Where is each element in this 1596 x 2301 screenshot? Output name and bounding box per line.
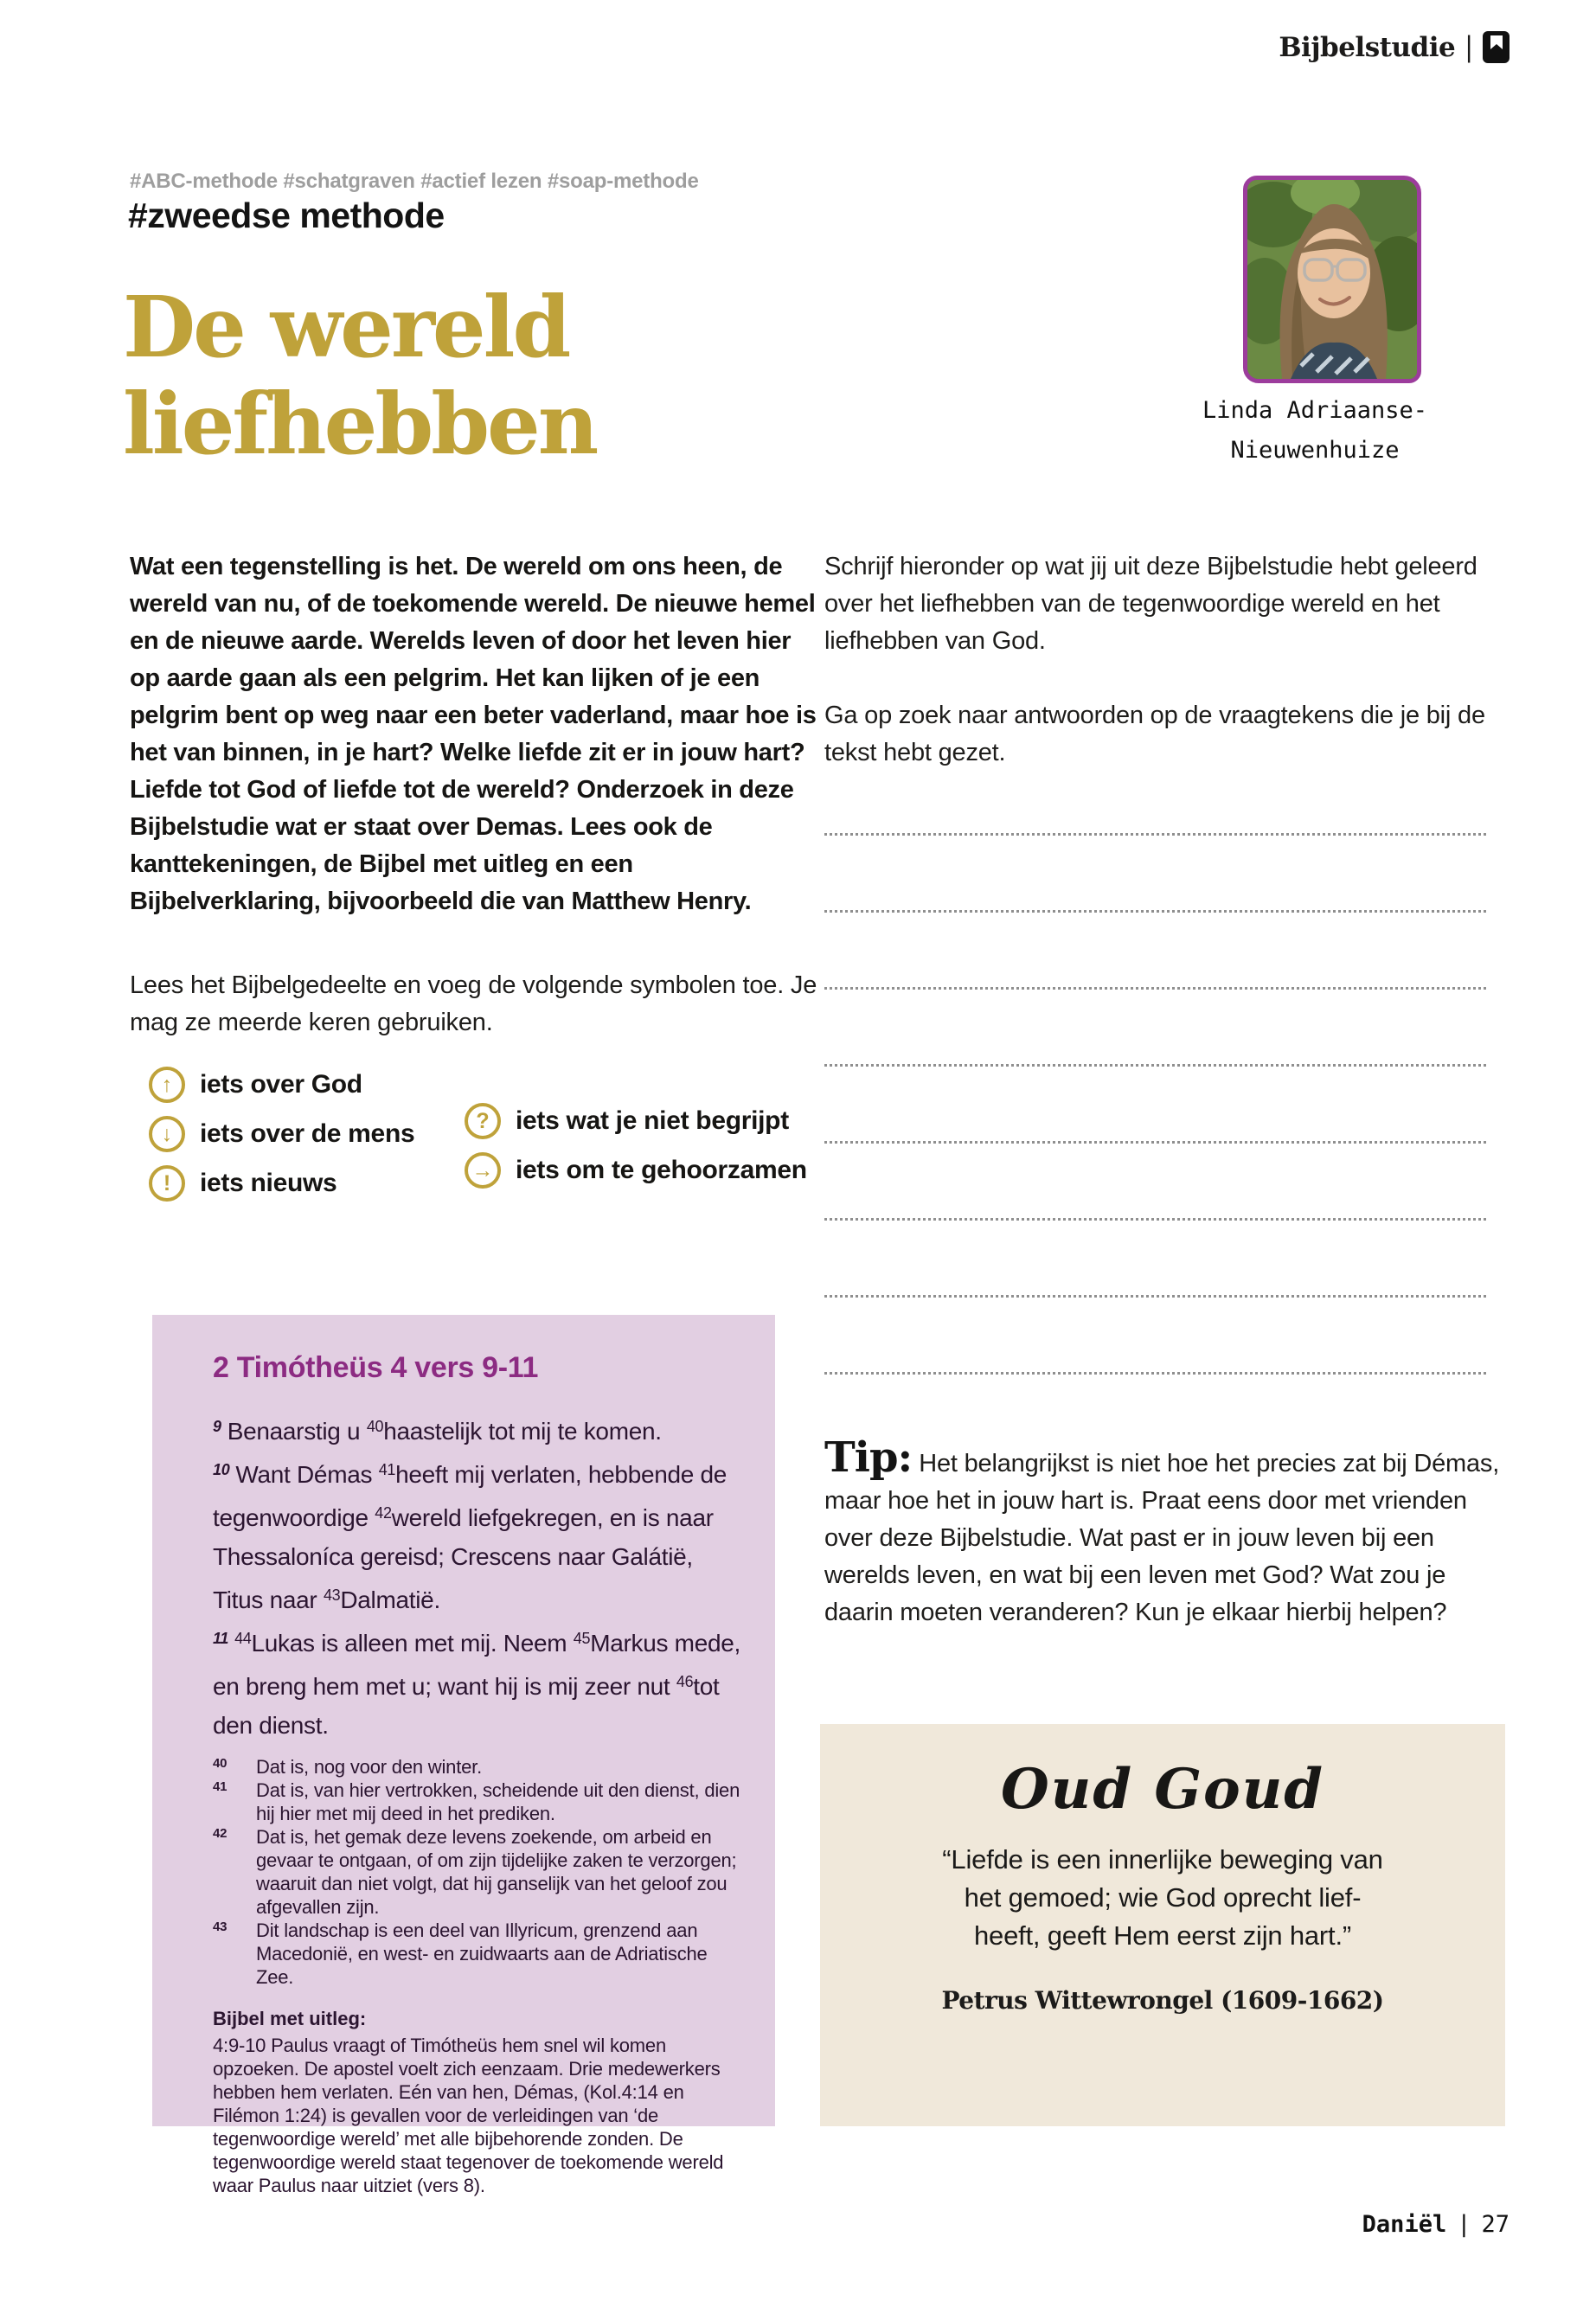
arrow-down-icon: ↓ (149, 1116, 185, 1152)
footnote-text: Dat is, van hier vertrokken, scheidende uit den dienst, dien hij hier met mij deed in het prediken. (256, 1779, 740, 1824)
footnote (213, 1825, 745, 1919)
author-name-line-1: Linda Adriaanse- (1202, 397, 1428, 424)
symbol-label: iets wat je niet begrijpt (516, 1106, 789, 1135)
writing-line (824, 990, 1486, 1067)
hashtags-secondary: #ABC-methode #schatgraven #actief lezen #soap-methode (130, 170, 699, 193)
footnote-text: Dit landschap is een deel van Illyricum, grenzend aan Macedonië, en west- en zuidwaarts aan de Adriatische Zee. (256, 1920, 708, 1988)
quote-line: heeft, geeft Hem eerst zijn hart.” (973, 1920, 1351, 1951)
symbol-legend-item (149, 1067, 414, 1103)
bible-explain-heading: Bijbel met uitleg: (213, 2008, 367, 2029)
footnote (213, 1779, 745, 1825)
bookmark-icon (1483, 31, 1509, 63)
footnote-reference: 43 (323, 1586, 341, 1604)
header-separator: | (1465, 29, 1472, 63)
writing-line (824, 759, 1486, 836)
footnote-text: Dat is, het gemak deze levens zoekende, om arbeid en gevaar te ontgaan, of om zijn tijdelijke zaken te verzorgen; waaruit dan niet volgt, dat hij ganselijk van het geloof zou afgevallen zijn. (256, 1826, 737, 1918)
footnote-reference: 46 (676, 1673, 694, 1690)
tip-paragraph (824, 1433, 1508, 1631)
tip-text: Het belangrijkst is niet hoe het precies zat bij Démas, maar hoe het in jouw hart is. Praat eens door met vrienden over deze Bijbelstudie. Wat past er in jouw leven bij een werelds leven, en wat bij een leven met God? Wat zou je daarin moeten veranderen? Kun je elkaar hierbij helpen? (824, 1450, 1500, 1626)
scripture-heading: 2 Timótheüs 4 vers 9-11 (213, 1351, 539, 1384)
symbols-instruction: Lees het Bijbelgedeelte en voeg de volgende symbolen toe. Je mag ze meerde keren gebruiken. (130, 971, 817, 1036)
author-photo (1243, 176, 1421, 383)
symbol-legend-item (465, 1152, 807, 1189)
symbol-label: iets om te gehoorzamen (516, 1156, 807, 1184)
scripture-box (152, 1315, 775, 2196)
write-prompt: Schrijf hieronder op wat jij uit deze Bijbelstudie hebt geleerd over het liefhebben van de tegenwoordige wereld en het liefhebben van God. (824, 553, 1477, 655)
page-footer (1362, 2211, 1509, 2238)
footnote-number: 42 (213, 1826, 228, 1841)
footnote-number: 40 (213, 1756, 228, 1771)
arrow-up-icon: ↑ (149, 1067, 185, 1103)
bible-verse: $^{11}$ $^{44}$Lukas is alleen met mij. Neem $^{45}$Markus mede, en breng hem met u; want hij is mij zeer nut $^{46}$tot den dienst. (213, 1630, 740, 1739)
scripture-verses (213, 1407, 745, 1745)
author-name (1168, 391, 1462, 471)
page-number: 27 (1481, 2211, 1509, 2238)
symbol-legend-item (465, 1103, 807, 1139)
footnote-reference: 44 (234, 1630, 252, 1647)
footnote-text: Dat is, nog voor den winter. (256, 1756, 482, 1778)
writing-lines (824, 759, 1486, 1375)
footnote-number: 41 (213, 1779, 228, 1794)
bible-explain-text: 4:9-10 Paulus vraagt of Timótheüs hem snel wil komen opzoeken. De apostel voelt zich eenzaam. Drie medewerkers hebben hem verlaten. Eén van hen, Démas, (Kol.4:14 en Filémon 1:24) is gevallen voor de verleidingen van ‘de tegenwoordige wereld’ met alle bijbehorende zonden. De tegenwoordige wereld staat tegenover de toekomende wereld waar Paulus naar uitziet (vers 8). (213, 2035, 724, 2196)
footnote-number: 43 (213, 1920, 228, 1934)
verse-number: 10 (213, 1461, 230, 1478)
arrow-right-icon: → (465, 1152, 501, 1189)
quote-line: “Liefde is een innerlijke beweging van (942, 1844, 1383, 1875)
symbol-label: iets over God (200, 1070, 362, 1099)
page-title (123, 279, 596, 472)
bible-verse: $^9$ Benaarstig u $^{40}$haastelijk tot mij te komen. (213, 1418, 662, 1445)
oud-goud-box (820, 1724, 1505, 2126)
writing-line (824, 1298, 1486, 1375)
footer-separator: | (1457, 2211, 1471, 2238)
symbol-label: iets nieuws (200, 1169, 337, 1197)
exclamation-icon: ! (149, 1165, 185, 1202)
footnote (213, 1755, 745, 1779)
writing-line (824, 836, 1486, 913)
search-prompt: Ga op zoek naar antwoorden op de vraagtekens die je bij de tekst hebt gezet. (824, 702, 1485, 766)
writing-line (824, 913, 1486, 990)
title-line-2: liefhebben (123, 375, 597, 473)
hashtag-primary: #zweedse methode (128, 195, 445, 235)
tip-label: Tip: (824, 1433, 913, 1482)
footnote-reference: 41 (378, 1461, 396, 1478)
author-name-line-2: Nieuwenhuize (1230, 437, 1400, 464)
magazine-name: Daniël (1362, 2211, 1447, 2238)
page-header (1279, 31, 1509, 63)
footnote (213, 1919, 745, 1989)
bible-verse: $^{10}$ Want Démas $^{41}$heeft mij verlaten, hebbende de tegenwoordige $^{42}$wereld liefgekregen, en is naar Thessaloníca gereisd; Crescens naar Galátië, Titus naar $^{43}$Dalmatië. (213, 1461, 727, 1613)
writing-line (824, 1067, 1486, 1144)
author-portrait-illustration (1247, 180, 1417, 379)
question-icon: ? (465, 1103, 501, 1139)
symbol-legend-item (149, 1165, 414, 1202)
symbol-legend-item (149, 1116, 414, 1152)
scripture-footnotes (213, 1755, 745, 1989)
verse-number: 9 (213, 1418, 221, 1435)
oud-goud-heading: Oud Goud (1001, 1757, 1324, 1822)
footnote-reference: 42 (375, 1504, 392, 1522)
footnote-reference: 45 (573, 1630, 591, 1647)
writing-line (824, 1144, 1486, 1221)
title-line-1: De wereld (123, 278, 569, 376)
verse-number: 11 (213, 1630, 229, 1647)
footnote-reference: 40 (366, 1418, 384, 1435)
symbol-legend-column-1 (149, 1067, 414, 1215)
intro-paragraph: Wat een tegenstelling is het. De wereld om ons heen, de wereld van nu, of de toekomende wereld. De nieuwe hemel en de nieuwe aarde. Werelds leven of door het leven hier op aarde gaan als een pelgrim. Het kan lijken of je een pelgrim bent op weg naar een beter vaderland, maar hoe is het van binnen, in je hart? Welke liefde zit er in jouw hart? Liefde tot God of liefde tot de wereld? Onderzoek in deze Bijbelstudie wat er staat over Demas. Lees ook de kanttekeningen, de Bijbel met uitleg en een Bijbelverklaring, bijvoorbeeld die van Matthew Henry. (130, 553, 817, 915)
oud-goud-quote (820, 1841, 1505, 1955)
quote-line: het gemoed; wie God oprecht lief- (964, 1882, 1362, 1913)
section-title: Bijbelstudie (1279, 31, 1456, 63)
symbol-label: iets over de mens (200, 1119, 415, 1148)
symbol-legend-column-2 (465, 1103, 807, 1202)
oud-goud-attribution: Petrus Wittewrongel (1609-1662) (941, 1986, 1384, 2015)
writing-line (824, 1221, 1486, 1298)
